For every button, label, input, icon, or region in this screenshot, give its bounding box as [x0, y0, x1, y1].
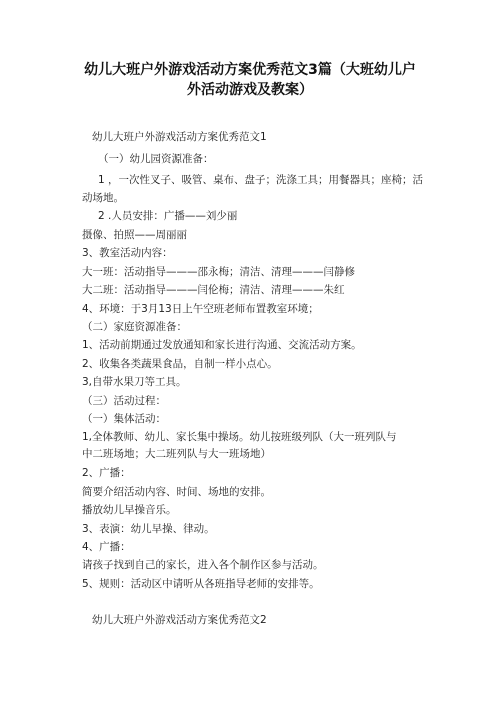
text-line: 动场地。: [82, 192, 124, 204]
text-line: 大二班：活动指导———闫伦梅；清洁、清理———朱红: [82, 284, 345, 296]
text-line: 4、广播：: [82, 541, 131, 553]
section-heading: 幼儿大班户外游戏活动方案优秀范文1: [92, 131, 267, 143]
text-line: 请孩子找到自己的家长，进入各个制作区参与活动。: [82, 559, 324, 571]
text-line: 1、活动前期通过发放通知和家长进行沟通、交流活动方案。: [82, 339, 362, 351]
text-line: 2、广播：: [82, 467, 131, 479]
text-line: （一）幼儿园资源准备：: [98, 153, 214, 165]
text-line: 大一班：活动指导———邵永梅；清洁、清理———闫静修: [82, 266, 355, 278]
text-line: 1,全体教师、幼儿、家长集中操场。幼儿按班级列队（大一班列队与: [82, 431, 397, 443]
text-line: 2 .人员安排：广播——刘少丽: [98, 210, 238, 222]
text-line: （三）活动过程：: [82, 395, 166, 407]
document-title-line-1: 幼儿大班户外游戏活动方案优秀范文3篇（大班幼儿户: [84, 62, 416, 78]
text-line: 5、规则：活动区中请听从各班指导老师的安排等。: [82, 578, 320, 590]
text-line: 2、收集各类蔬果食品，自制一样小点心。: [82, 358, 278, 370]
text-line: （二）家庭资源准备：: [82, 321, 187, 333]
text-line: （一）集体活动：: [82, 413, 166, 425]
text-line: 1 ，一次性叉子、吸管、桌布、盘子；洗涤工具；用餐器具；座椅；活: [98, 174, 424, 186]
document-title-line-2: 外活动游戏及教案）: [187, 82, 313, 98]
text-line: 3、教室活动内容：: [82, 247, 173, 259]
text-line: 摄像、拍照——周丽丽: [82, 229, 187, 241]
section-heading: 幼儿大班户外游戏活动方案优秀范文2: [92, 614, 267, 626]
text-line: 简要介绍活动内容、时间、场地的安排。: [82, 486, 271, 498]
text-line: 3、表演：幼儿早操、律动。: [82, 523, 215, 535]
text-line: 3,自带水果刀等工具。: [82, 376, 187, 388]
text-line: 4、环境：于3月13日上午空班老师布置教室环境；: [82, 303, 319, 315]
text-line: 播放幼儿早操音乐。: [82, 504, 177, 516]
text-line: 中二班场地；大二班列队与大一班场地）: [82, 448, 271, 460]
